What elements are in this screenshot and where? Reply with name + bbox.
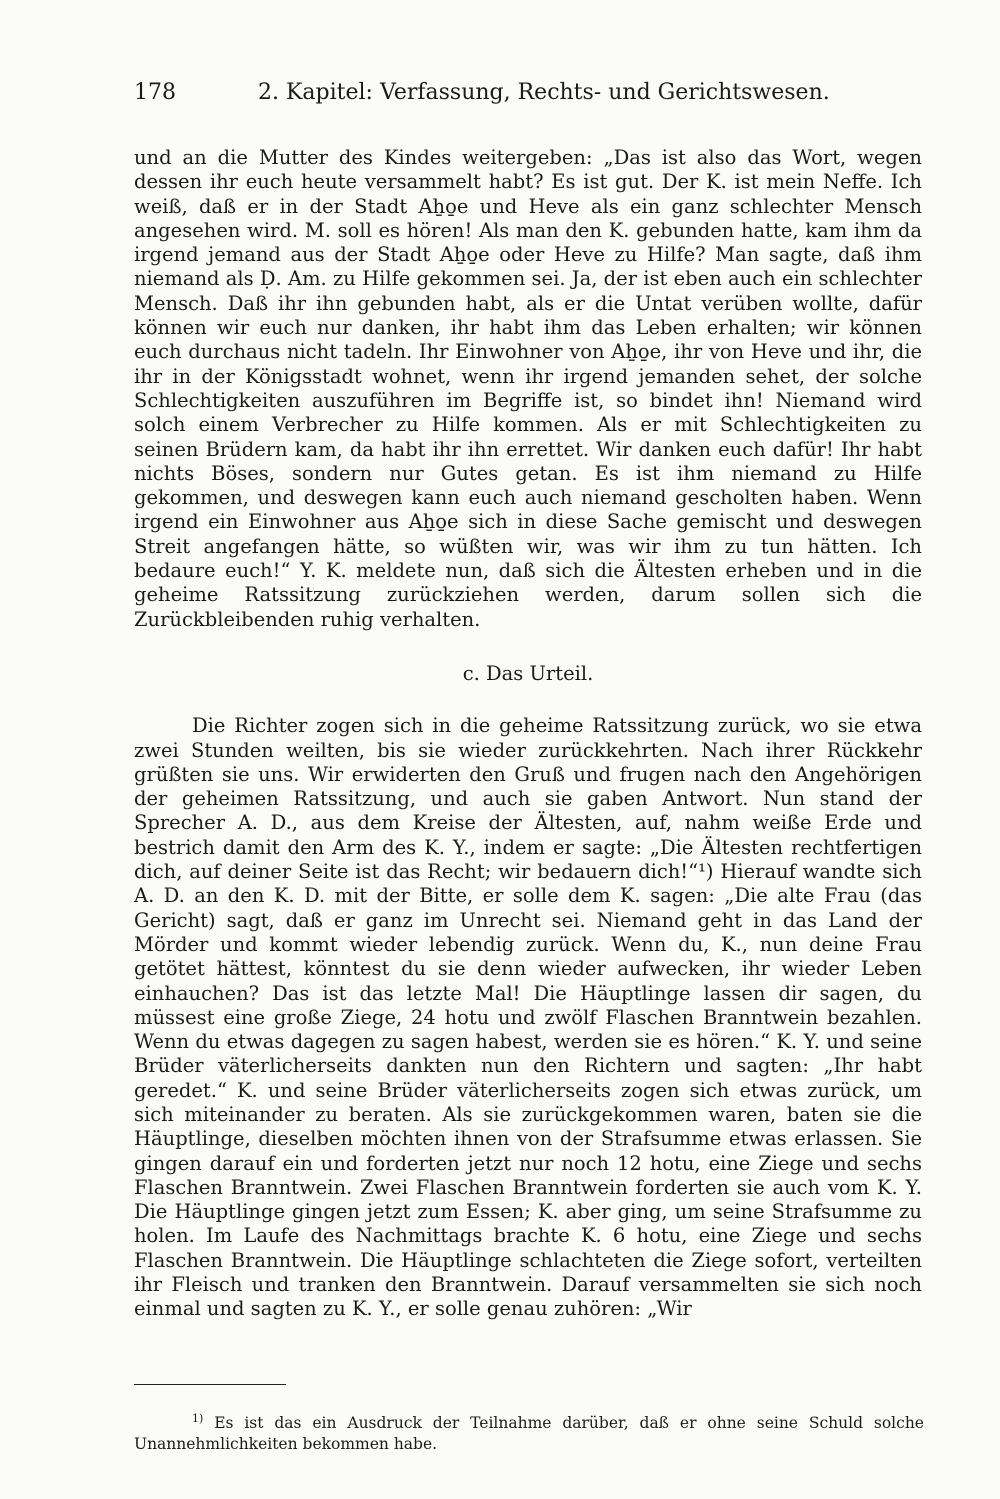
footnote <box>134 1408 924 1455</box>
footnote-divider <box>134 1384 286 1385</box>
main-text <box>134 146 922 1322</box>
paragraph-verdict: Die Richter zogen sich in die geheime Ratssitzung zurück, wo sie etwa zwei Stunden weilten, bis sie wieder zurückkehrten. Nach ihrer Rückkehr grüßten sie uns. Wir erwiderten den Gruß und frugen nach den Angehörigen der geheimen Ratssitzung, und auch sie gaben Antwort. Nun stand der Sprecher A. D., aus dem Kreise der Ältesten, auf, nahm weiße Erde und bestrich damit den Arm des K. Y., indem er sagte: „Die Ältesten rechtfertigen dich, auf deiner Seite ist das Recht; wir bedauern dich!“¹) Hierauf wandte sich A. D. an den K. D. mit der Bitte, er solle dem K. sagen: „Die alte Frau (das Gericht) sagt, daß er ganz im Unrecht sei. Niemand geht in das Land der Mörder und kommt wieder lebendig zurück. Wenn du, K., nun deine Frau getötet hättest, könntest du sie denn wieder aufwecken, ihr wieder Leben einhauchen? Das ist das letzte Mal! Die Häuptlinge lassen dir sagen, du müssest eine große Ziege, 24 hotu und zwölf Flaschen Branntwein bezahlen. Wenn du etwas dagegen zu sagen habest, werden sie es hören.“ K. Y. und seine Brüder väterlicherseits dankten nun den Richtern und sagten: „Ihr habt geredet.“ K. und seine Brüder väterlicherseits zogen sich etwas zurück, um sich miteinander zu beraten. Als sie zurückgekommen waren, baten sie die Häuptlinge, dieselben möchten ihnen von der Strafsumme etwas erlassen. Sie gingen darauf ein und forderten jetzt nur noch 12 hotu, eine Ziege und sechs Flaschen Branntwein. Zwei Flaschen Branntwein forderten sie auch vom K. Y. Die Häuptlinge gingen jetzt zum Essen; K. aber ging, um seine Strafsumme zu holen. Im Laufe des Nachmittags brachte K. 6 hotu, eine Ziege und sechs Flaschen Branntwein. Die Häuptlinge schlachteten die Ziege sofort, verteilten ihr Fleisch und tranken den Branntwein. Darauf versammelten sie sich noch einmal und sagten zu K. Y., er solle genau zuhören: „Wir <box>134 714 922 1321</box>
running-title: 2. Kapitel: Verfassung, Rechts- und Gerichtswesen. <box>258 80 830 105</box>
page-number: 178 <box>134 80 176 105</box>
footnote-marker: 1) <box>192 1411 204 1425</box>
paragraph-speech: und an die Mutter des Kindes weitergeben: „Das ist also das Wort, wegen dessen ihr euch heute versammelt habt? Es ist gut. Der K. ist mein Neffe. Ich weiß, daß er in der Stadt Aẖo̱e und Heve als ein ganz schlechter Mensch angesehen wird. M. soll es hören! Als man den K. gebunden hatte, kam ihm da irgend jemand aus der Stadt Aẖo̱e oder Heve zu Hilfe? Man sagte, daß ihm niemand als Ḍ. Am. zu Hilfe gekommen sei. Ja, der ist eben auch ein schlechter Mensch. Daß ihr ihn gebunden habt, als er die Untat verüben wollte, dafür können wir euch nur danken, ihr habt ihm das Leben erhalten; wir können euch durchaus nicht tadeln. Ihr Einwohner von Aẖo̱e, ihr von Heve und ihr, die ihr in der Königsstadt wohnet, wenn ihr irgend jemanden sehet, der solche Schlechtigkeiten auszuführen im Begriffe ist, so bindet ihn! Niemand wird solch einem Verbrecher zu Hilfe kommen. Als er mit Schlechtigkeiten zu seinen Brüdern kam, da habt ihr ihn errettet. Wir danken euch dafür! Ihr habt nichts Böses, sondern nur Gutes getan. Es ist ihm niemand zu Hilfe gekommen, und deswegen kann euch auch niemand gescholten haben. Wenn irgend ein Einwohner aus Aẖo̱e sich in diese Sache gemischt und deswegen Streit angefangen hätte, so wüßten wir, was wir ihm zu tun hätten. Ich bedaure euch!“ Y. K. meldete nun, daß sich die Ältesten erheben und in die geheime Ratssitzung zurückziehen werden, darum sollen sich die Zurückbleibenden ruhig verhalten. <box>134 146 922 631</box>
footnote-text: Es ist das ein Ausdruck der Teilnahme darüber, daß er ohne seine Schuld solche Unannehmlichkeiten bekommen habe. <box>134 1413 924 1453</box>
section-heading: c. Das Urteil. <box>462 661 594 685</box>
page-header <box>134 80 924 114</box>
